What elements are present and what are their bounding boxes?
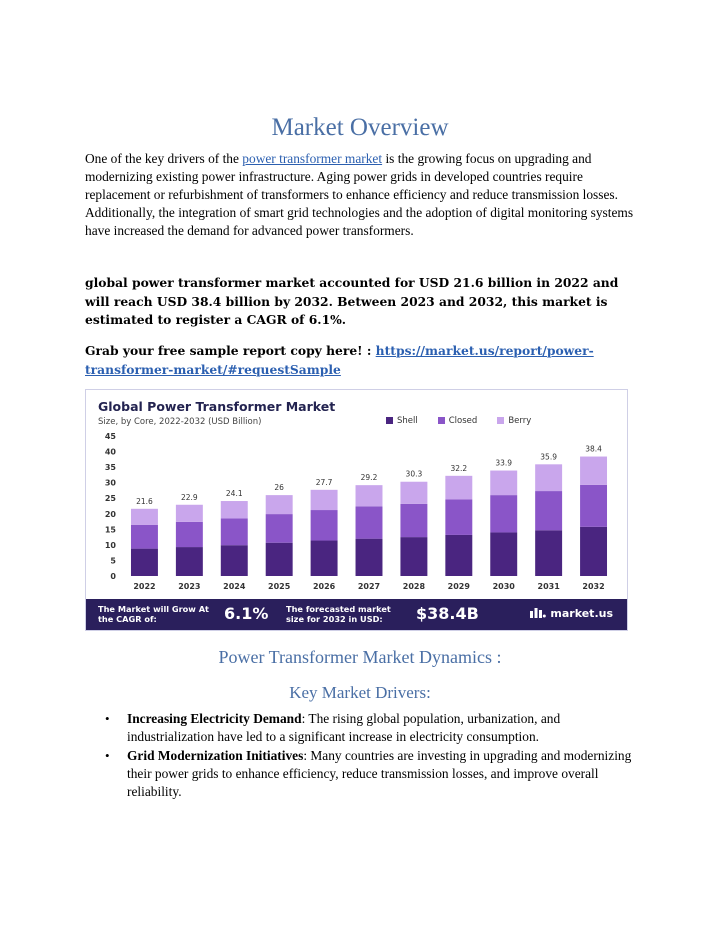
bar-segment-closed (490, 495, 517, 532)
cagr-label: The Market will Grow At the CAGR of: (98, 604, 209, 624)
bar-segment-shell (176, 547, 203, 576)
bar-segment-berry (221, 501, 248, 518)
x-tick-label: 2027 (357, 582, 381, 591)
brand-name: market.us (550, 607, 613, 620)
bar-segment-berry (400, 482, 427, 504)
y-tick-label: 10 (104, 540, 116, 550)
brand-logo (530, 607, 613, 620)
x-tick-label: 2032 (582, 582, 605, 591)
bar-segment-closed (221, 518, 248, 545)
legend-label-berry: Berry (508, 416, 532, 426)
bar-segment-berry (176, 505, 203, 522)
bar-segment-closed (445, 499, 472, 534)
drivers-list (85, 710, 645, 801)
bar-segment-berry (490, 471, 517, 496)
chart-plot (86, 390, 627, 599)
market-size-label: The forecasted market size for 2032 in USD: (286, 604, 391, 624)
list-item (85, 747, 645, 802)
bar-segment-shell (356, 539, 383, 576)
bar-segment-berry (131, 509, 158, 525)
y-tick-label: 0 (110, 572, 116, 581)
x-tick-label: 2031 (537, 582, 560, 591)
bar-segment-closed (266, 514, 293, 543)
sample-paragraph (85, 342, 640, 379)
bar-total-label: 26 (274, 483, 284, 493)
drivers-heading: Key Market Drivers: (289, 683, 431, 702)
x-tick-label: 2023 (178, 582, 201, 591)
x-tick-label: 2028 (402, 582, 426, 591)
driver-term: Grid Modernization Initiatives (127, 747, 304, 763)
market-size-value: $38.4B (416, 604, 479, 623)
y-tick-label: 45 (104, 432, 116, 441)
bar-total-label: 24.1 (225, 489, 243, 499)
bar-segment-closed (535, 491, 562, 530)
bar-total-label: 21.6 (136, 496, 153, 506)
bar-segment-shell (445, 535, 472, 576)
dynamics-heading: Power Transformer Market Dynamics : (218, 647, 502, 667)
bar-segment-berry (266, 495, 293, 514)
intro-text-start: One of the key drivers of the (85, 151, 243, 166)
market-stat-paragraph: global power transformer market accounted for USD 21.6 billion in 2022 and will reach USD 38.4 billion by 2032. Between 2023 and 2032, this market is estimated to register a CAGR of 6.1%. (85, 275, 619, 327)
bar-segment-shell (221, 545, 248, 576)
bar-segment-closed (131, 525, 158, 549)
bar-segment-shell (535, 530, 562, 576)
list-item (85, 710, 645, 747)
chart-subtitle: Size, by Core, 2022-2032 (USD Billion) (98, 417, 262, 427)
bar-segment-closed (400, 504, 427, 537)
intro-paragraph (85, 150, 640, 240)
bullet-icon: • (105, 711, 110, 726)
driver-term: Increasing Electricity Demand (127, 711, 302, 726)
y-tick-label: 40 (104, 447, 116, 457)
bar-segment-closed (580, 485, 607, 527)
bar-segment-shell (580, 527, 607, 576)
cagr-value: 6.1% (224, 604, 269, 623)
power-transformer-market-link[interactable]: power transformer market (242, 151, 383, 166)
bar-segment-berry (445, 476, 472, 500)
bar-segment-shell (131, 549, 158, 576)
bar-segment-shell (311, 541, 338, 576)
bar-segment-berry (311, 490, 338, 510)
bar-total-label: 30.3 (405, 469, 423, 479)
sample-report-link[interactable]: https://market.us/report/power-transformer-market/#requestSample (85, 343, 594, 377)
bar-total-label: 22.9 (181, 492, 198, 502)
bar-total-label: 33.9 (495, 458, 513, 468)
driver-text: : The rising global population, urbanization, and industrialization have led to a significant increase in electricity consumption. (127, 711, 561, 745)
bullet-icon: • (105, 747, 110, 763)
bar-segment-closed (176, 522, 203, 547)
bar-segment-berry (356, 485, 383, 506)
legend-label-shell: Shell (397, 416, 418, 426)
bar-total-label: 32.2 (450, 463, 468, 473)
bar-segment-shell (490, 532, 517, 576)
legend-label-closed: Closed (448, 416, 478, 426)
bar-total-label: 35.9 (540, 452, 557, 462)
bar-segment-berry (535, 464, 562, 491)
bar-total-label: 29.2 (360, 473, 378, 483)
chart-banner (86, 599, 627, 630)
y-tick-label: 5 (110, 556, 116, 566)
market-chart (85, 389, 628, 631)
x-tick-label: 2024 (223, 582, 246, 591)
x-tick-label: 2026 (312, 582, 336, 591)
x-tick-label: 2029 (447, 582, 470, 591)
bar-segment-shell (400, 537, 427, 576)
x-tick-label: 2022 (133, 582, 156, 591)
y-tick-label: 15 (104, 525, 116, 535)
bar-segment-closed (311, 510, 338, 540)
y-tick-label: 25 (104, 494, 116, 504)
bar-segment-closed (356, 506, 383, 538)
driver-text: : Many countries are investing in upgrading and modernizing their power grids to enhance efficiency, reduce transmission losses, and improve overall reliability. (127, 747, 632, 800)
page-title: Market Overview (271, 114, 449, 141)
chart-title: Global Power Transformer Market (98, 399, 336, 414)
bar-segment-berry (580, 457, 607, 485)
y-tick-label: 30 (104, 478, 116, 488)
y-tick-label: 20 (104, 509, 116, 519)
market-us-logo-icon (530, 608, 546, 618)
y-tick-label: 35 (104, 463, 116, 473)
sample-label: Grab your free sample report copy here! : (85, 343, 376, 358)
x-tick-label: 2030 (492, 582, 515, 591)
x-tick-label: 2025 (268, 582, 291, 591)
bar-total-label: 27.7 (315, 477, 333, 487)
bar-segment-shell (266, 543, 293, 576)
bar-total-label: 38.4 (585, 444, 602, 454)
intro-text-rest: is the growing focus on upgrading and modernizing existing power infrastructure. Aging power grids in developed countries require replacement or refurbishment of transformers to enhance efficiency and reduce transmission losses. Additionally, the integration of smart grid technologies and the adoption of digital monitoring systems have increased the demand for advanced power transformers. (85, 151, 634, 238)
